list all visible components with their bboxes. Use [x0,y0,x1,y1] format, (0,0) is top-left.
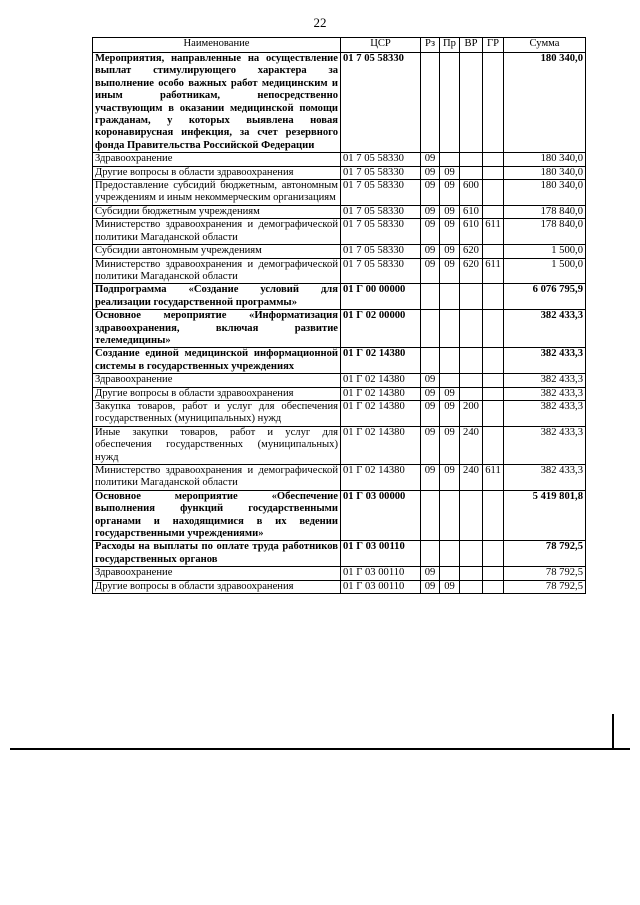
cell-rz: 09 [421,387,440,400]
cell-gr [483,284,504,310]
header-sum: Сумма [504,38,586,53]
cell-gr: 611 [483,219,504,245]
cell-name: Расходы на выплаты по оплате труда работников государственных органов [93,541,341,567]
cell-name: Министерство здравоохранения и демографической политики Магаданской области [93,465,341,491]
cell-csr: 01 7 05 58330 [341,205,421,218]
cell-pr [440,490,460,541]
cell-gr [483,400,504,426]
cell-name: Другие вопросы в области здравоохранения [93,166,341,179]
table-row [93,219,586,245]
cell-name: Другие вопросы в области здравоохранения [93,580,341,593]
cell-sum: 6 076 795,9 [504,284,586,310]
cell-vr: 200 [460,400,483,426]
table-row [93,580,586,593]
header-rz: Рз [421,38,440,53]
cell-vr [460,541,483,567]
cell-pr: 09 [440,205,460,218]
table-row [93,374,586,387]
cell-rz: 09 [421,180,440,206]
cell-csr: 01 Г 03 00110 [341,567,421,580]
cell-name: Подпрограмма «Создание условий для реализации государственной программы» [93,284,341,310]
cell-vr: 600 [460,180,483,206]
cell-csr: 01 Г 02 14380 [341,426,421,464]
cell-gr [483,166,504,179]
cell-gr [483,180,504,206]
cell-sum: 178 840,0 [504,205,586,218]
cell-gr [483,245,504,258]
cell-pr: 09 [440,258,460,284]
cell-csr: 01 7 05 58330 [341,53,421,153]
cell-rz [421,490,440,541]
table-row [93,400,586,426]
cell-pr: 09 [440,465,460,491]
table-row [93,166,586,179]
cell-pr: 09 [440,387,460,400]
cell-gr [483,541,504,567]
cell-pr [440,374,460,387]
table-row [93,284,586,310]
cell-vr [460,166,483,179]
cell-gr [483,567,504,580]
cell-vr: 240 [460,465,483,491]
cell-rz: 09 [421,374,440,387]
cell-name: Здравоохранение [93,567,341,580]
page-number: 22 [313,15,327,30]
cell-csr: 01 Г 03 00110 [341,541,421,567]
cell-sum: 180 340,0 [504,153,586,166]
cell-csr: 01 Г 02 14380 [341,387,421,400]
cell-pr [440,53,460,153]
cell-gr [483,490,504,541]
cell-gr [483,310,504,348]
cell-pr [440,567,460,580]
cell-rz: 09 [421,219,440,245]
cell-rz: 09 [421,580,440,593]
cell-name: Закупка товаров, работ и услуг для обеспечения государственных (муниципальных) нужд [93,400,341,426]
cell-name: Здравоохранение [93,153,341,166]
cell-vr [460,490,483,541]
cell-rz: 09 [421,153,440,166]
cell-rz: 09 [421,166,440,179]
cell-sum: 178 840,0 [504,219,586,245]
cell-gr [483,205,504,218]
cell-sum: 382 433,3 [504,465,586,491]
cell-sum: 382 433,3 [504,348,586,374]
cell-csr: 01 7 05 58330 [341,153,421,166]
table-row [93,387,586,400]
cell-rz: 09 [421,258,440,284]
cell-rz [421,310,440,348]
cell-vr [460,53,483,153]
table-row [93,245,586,258]
cell-pr: 09 [440,580,460,593]
header-csr: ЦСР [341,38,421,53]
table-row [93,490,586,541]
cell-gr [483,348,504,374]
header-name: Наименование [93,38,341,53]
cell-csr: 01 7 05 58330 [341,258,421,284]
table-row [93,180,586,206]
cell-sum: 382 433,3 [504,387,586,400]
cell-pr: 09 [440,245,460,258]
cell-csr: 01 Г 02 14380 [341,374,421,387]
table-row [93,53,586,153]
cell-sum: 382 433,3 [504,426,586,464]
cell-rz [421,284,440,310]
cell-sum: 78 792,5 [504,567,586,580]
cell-name: Мероприятия, направленные на осуществление выплат стимулирующего характера за выполнение особо важных работ медицинским и иным работникам, непосредственно участвующим в оказании медицинской помощи гражданам, у которых выявлена новая коронавирусная инфекция, за счет резервного фонда Правительства Российской Федерации [93,53,341,153]
cell-name: Иные закупки товаров, работ и услуг для обеспечения государственных (муниципальных) нужд [93,426,341,464]
cell-gr: 611 [483,258,504,284]
cell-csr: 01 Г 02 14380 [341,400,421,426]
cell-name: Другие вопросы в области здравоохранения [93,387,341,400]
cell-rz: 09 [421,567,440,580]
cell-rz [421,348,440,374]
cell-csr: 01 7 05 58330 [341,245,421,258]
table-header-row [93,38,586,53]
table-row [93,567,586,580]
budget-table [92,37,586,594]
cell-gr [483,53,504,153]
cell-gr [483,153,504,166]
table-row [93,310,586,348]
cell-sum: 180 340,0 [504,166,586,179]
cell-vr [460,153,483,166]
cell-name: Создание единой медицинской информационной системы в государственных учреждениях [93,348,341,374]
cell-rz: 09 [421,426,440,464]
cell-gr: 611 [483,465,504,491]
cell-gr [483,374,504,387]
table-row [93,465,586,491]
cell-vr: 620 [460,258,483,284]
cell-name: Основное мероприятие «Информатизация здравоохранения, включая развитие телемедицины» [93,310,341,348]
cell-vr [460,580,483,593]
cell-sum: 78 792,5 [504,580,586,593]
cell-sum: 78 792,5 [504,541,586,567]
cell-vr [460,348,483,374]
cell-vr [460,284,483,310]
cell-rz [421,541,440,567]
table-row [93,426,586,464]
cell-gr [483,387,504,400]
cell-rz: 09 [421,245,440,258]
cell-vr: 610 [460,205,483,218]
cell-name: Субсидии бюджетным учреждениям [93,205,341,218]
cell-rz: 09 [421,400,440,426]
cell-sum: 180 340,0 [504,180,586,206]
cell-pr [440,284,460,310]
cell-csr: 01 7 05 58330 [341,166,421,179]
cell-vr: 240 [460,426,483,464]
cell-vr [460,387,483,400]
cell-name: Министерство здравоохранения и демографической политики Магаданской области [93,258,341,284]
cell-gr [483,426,504,464]
cell-pr [440,310,460,348]
cell-vr [460,567,483,580]
cell-pr: 09 [440,180,460,206]
cell-pr: 09 [440,166,460,179]
cell-pr: 09 [440,426,460,464]
cell-pr: 09 [440,219,460,245]
page-bottom-rule [10,748,630,750]
cell-csr: 01 7 05 58330 [341,180,421,206]
cell-sum: 382 433,3 [504,310,586,348]
header-gr: ГР [483,38,504,53]
cell-csr: 01 Г 00 00000 [341,284,421,310]
cell-csr: 01 Г 03 00000 [341,490,421,541]
cell-sum: 1 500,0 [504,258,586,284]
cell-sum: 5 419 801,8 [504,490,586,541]
cell-rz: 09 [421,205,440,218]
cell-name: Предоставление субсидий бюджетным, автономным учреждениям и иным некоммерческим организациям [93,180,341,206]
cell-csr: 01 7 05 58330 [341,219,421,245]
header-pr: Пр [440,38,460,53]
cell-pr [440,348,460,374]
cell-pr [440,153,460,166]
table-row [93,348,586,374]
cell-csr: 01 Г 02 14380 [341,465,421,491]
cell-vr [460,374,483,387]
cell-gr [483,580,504,593]
cell-sum: 1 500,0 [504,245,586,258]
cell-name: Министерство здравоохранения и демографической политики Магаданской области [93,219,341,245]
header-vr: ВР [460,38,483,53]
cell-pr [440,541,460,567]
table-row [93,153,586,166]
cell-sum: 382 433,3 [504,400,586,426]
cell-vr [460,310,483,348]
cell-name: Основное мероприятие «Обеспечение выполнения функций государственными органами и находящимися в их ведении государственными учреждениями» [93,490,341,541]
cell-sum: 180 340,0 [504,53,586,153]
table-row [93,258,586,284]
cell-vr: 610 [460,219,483,245]
cell-rz [421,53,440,153]
cell-csr: 01 Г 02 00000 [341,310,421,348]
cell-name: Субсидии автономным учреждениям [93,245,341,258]
cell-sum: 382 433,3 [504,374,586,387]
table-row [93,541,586,567]
cell-csr: 01 Г 02 14380 [341,348,421,374]
cell-vr: 620 [460,245,483,258]
cell-name: Здравоохранение [93,374,341,387]
cell-csr: 01 Г 03 00110 [341,580,421,593]
cell-pr: 09 [440,400,460,426]
table-row [93,205,586,218]
margin-mark [612,714,614,750]
cell-rz: 09 [421,465,440,491]
